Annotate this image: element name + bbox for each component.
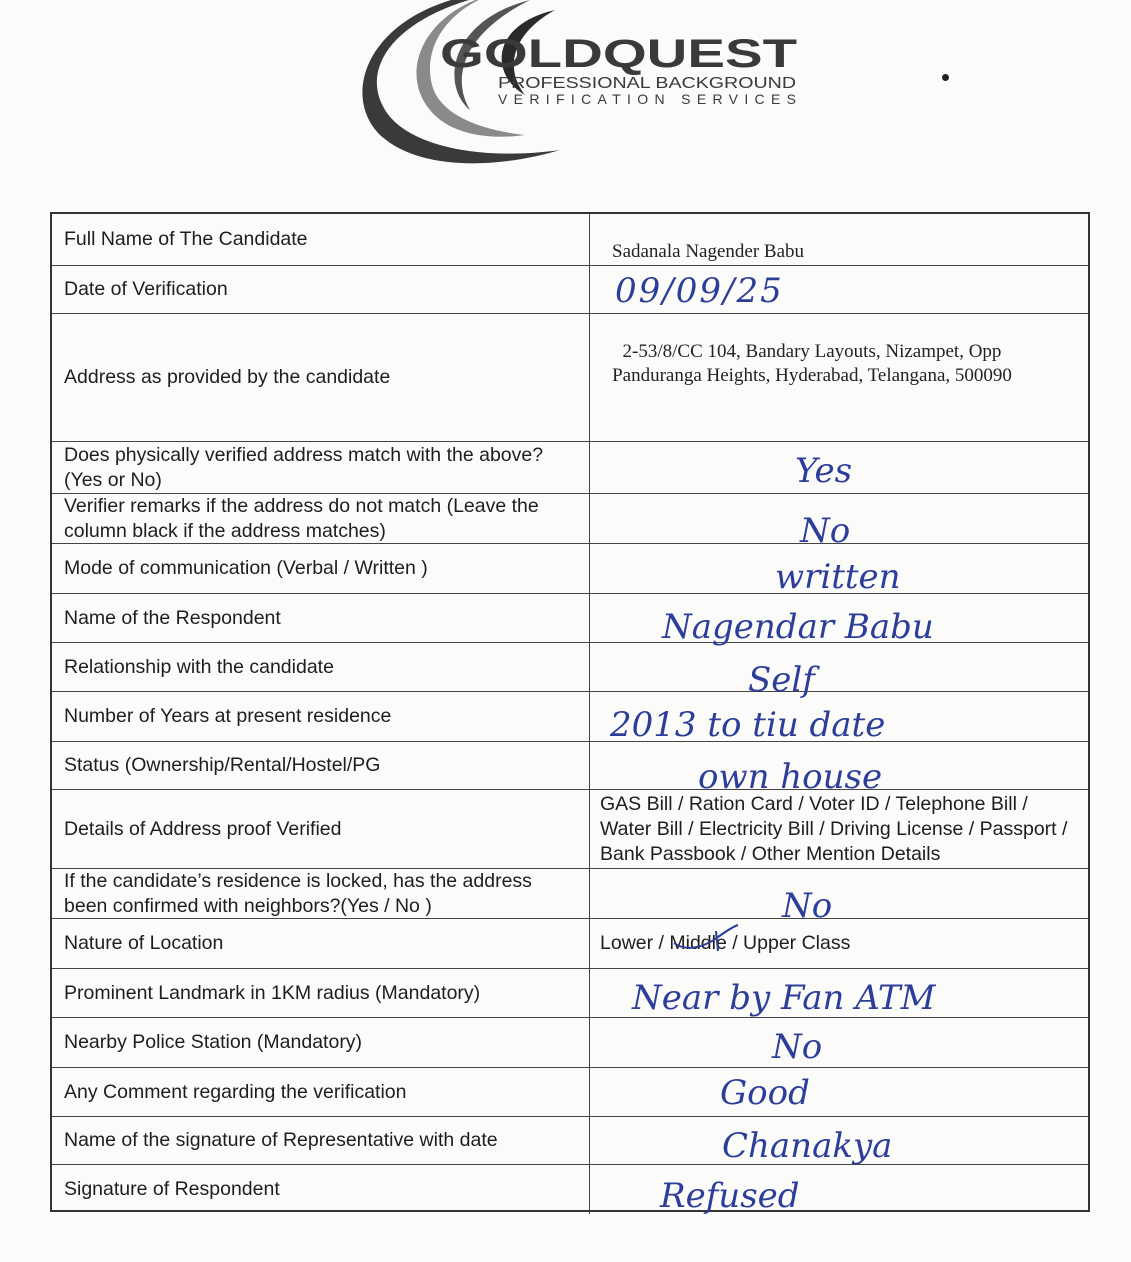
label-address-match: Does physically verified address match with the above? (Yes or No)	[52, 442, 590, 493]
label-comment: Any Comment regarding the verification	[52, 1068, 590, 1116]
logo-line1: PROFESSIONAL BACKGROUND	[498, 75, 796, 92]
value-nature-of-location: Lower / Middle / Upper Class	[600, 932, 851, 954]
row-respondent-signature	[52, 1165, 1088, 1214]
ink-speck	[942, 74, 949, 81]
label-landmark: Prominent Landmark in 1KM radius (Mandatory)	[52, 969, 590, 1017]
row-respondent-name	[52, 594, 1088, 647]
label-residence-locked: If the candidate’s residence is locked, has the address been confirmed with neighbors?(Yes / No )	[52, 869, 590, 918]
value-police-station: No	[772, 1027, 823, 1067]
row-years-at-residence	[52, 692, 1088, 745]
row-candidate-name	[52, 214, 1088, 266]
label-address: Address as provided by the candidate	[52, 314, 590, 441]
row-nature-of-location	[52, 919, 1088, 969]
logo-swoosh-icon	[340, 0, 810, 165]
row-date-of-verification	[52, 266, 1088, 314]
value-landmark: Near by Fan ATM	[632, 978, 936, 1018]
label-respondent-name: Name of the Respondent	[52, 594, 590, 642]
value-comment: Good	[720, 1073, 810, 1113]
label-mode-of-communication: Mode of communication (Verbal / Written )	[52, 544, 590, 593]
row-status	[52, 742, 1088, 797]
value-date-of-verification: 09/09/25	[615, 271, 784, 311]
label-address-proof: Details of Address proof Verified	[52, 790, 590, 868]
row-police-station	[52, 1018, 1088, 1068]
verification-form	[50, 212, 1090, 1216]
value-candidate-name: Sadanala Nagender Babu	[612, 241, 805, 262]
row-address-match	[52, 442, 1088, 494]
value-representative: Chanakya	[722, 1126, 893, 1166]
value-mode-of-communication: written	[775, 557, 901, 597]
label-representative: Name of the signature of Representative with date	[52, 1117, 590, 1164]
label-years-at-residence: Number of Years at present residence	[52, 692, 590, 741]
tick-mark-icon	[670, 923, 740, 953]
value-residence-locked: No	[782, 886, 833, 926]
label-relationship: Relationship with the candidate	[52, 643, 590, 691]
row-address-proof	[52, 790, 1088, 869]
value-respondent-name: Nagendar Babu	[662, 607, 934, 647]
value-years-at-residence: 2013 to tiu date	[610, 705, 886, 745]
value-relationship: Self	[748, 660, 815, 700]
row-address	[52, 314, 1088, 442]
value-address-match: Yes	[795, 451, 853, 491]
label-police-station: Nearby Police Station (Mandatory)	[52, 1018, 590, 1067]
logo-brand: GOLDQUEST	[440, 32, 797, 76]
label-date-of-verification: Date of Verification	[52, 266, 590, 313]
label-verifier-remarks: Verifier remarks if the address do not match (Leave the column black if the address matches)	[52, 494, 590, 543]
row-mode-of-communication	[52, 544, 1088, 597]
row-representative	[52, 1117, 1088, 1165]
value-address: 2-53/8/CC 104, Bandary Layouts, Nizampet, Opp Panduranga Heights, Hyderabad, Telangana, 500090	[612, 341, 1012, 386]
value-respondent-signature: Refused	[660, 1176, 800, 1216]
row-relationship	[52, 643, 1088, 700]
label-nature-of-location: Nature of Location	[52, 919, 590, 968]
logo-line2: VERIFICATION SERVICES	[498, 91, 796, 107]
row-comment	[52, 1068, 1088, 1117]
value-address-proof: GAS Bill / Ration Card / Voter ID / Telephone Bill / Water Bill / Electricity Bill / Driving License / Passport / Bank Passbook / Other Mention Details	[600, 793, 1068, 865]
label-respondent-signature: Signature of Respondent	[52, 1165, 590, 1214]
value-verifier-remarks: No	[800, 511, 851, 551]
label-status: Status (Ownership/Rental/Hostel/PG	[52, 742, 590, 789]
label-candidate-name: Full Name of The Candidate	[52, 214, 590, 265]
row-landmark	[52, 969, 1088, 1018]
value-status: own house	[698, 757, 883, 797]
row-verifier-remarks	[52, 494, 1088, 551]
row-residence-locked	[52, 869, 1088, 926]
goldquest-logo	[340, 0, 810, 165]
